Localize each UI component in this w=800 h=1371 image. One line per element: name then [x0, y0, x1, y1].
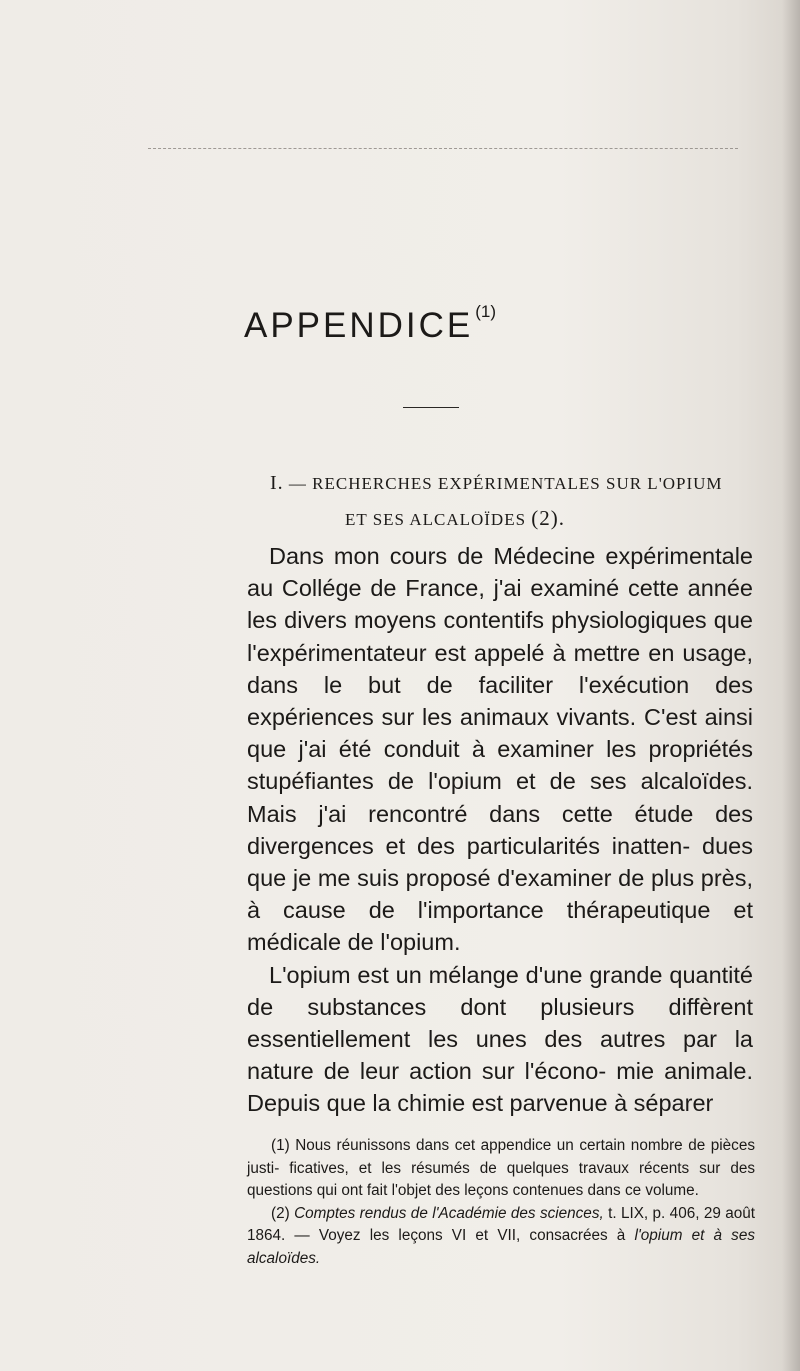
page-edge-shadow [782, 0, 800, 1371]
footnote-2 [247, 1203, 755, 1271]
footnote-2-text: t. LIX, p. 406, 29 août 1864. — Voyez les leçons VI et VII, consacrées à [247, 1204, 755, 1244]
body-text [247, 540, 753, 1120]
footnotes [247, 1135, 755, 1270]
page-title [0, 302, 770, 346]
paragraph: Dans mon cours de Médecine expérimentale au Collége de France, j'ai examiné cette année les divers moyens contentifs physiologiques que l'expérimentateur est appelé à mettre en usage, dans le but de faciliter l'exécution des expériences sur les animaux vivants. C'est ainsi que j'ai été conduit à examiner les propriétés stupéfiantes de l'opium et de ses alcaloïdes. Mais j'ai rencontré dans cette étude des divergences et des particularités inatten- dues que je me suis proposé d'examiner de plus près, à cause de l'importance thérapeutique et médicale de l'opium. [247, 543, 753, 956]
section-heading-line1 [270, 472, 723, 495]
title-divider [403, 407, 459, 408]
section-dash: — [288, 474, 307, 493]
paragraph: L'opium est un mélange d'une grande quantité de substances dont plusieurs diffèrent essentiellement les unes des autres par la nature de leur action sur l'écono- mie animale. Depuis que la chimie est parvenue à séparer [247, 961, 753, 1117]
footnote-2-source: Comptes rendus de l'Académie des sciences, [294, 1204, 604, 1222]
footnote-1: (1) Nous réunissons dans cet appendice un certain nombre de pièces justi- ficatives, et les résumés de quelques travaux récents sur des questions qui ont fait l'objet des leçons contenues dans ce volume. [247, 1137, 755, 1199]
section-number: I. [270, 472, 284, 494]
footnote-2-marker: (2) [271, 1204, 295, 1222]
title-text: APPENDICE [243, 306, 474, 345]
section-title-line1: RECHERCHES EXPÉRIMENTALES SUR L'OPIUM [312, 474, 723, 493]
title-footnote-marker: (1) [475, 302, 497, 321]
section-footnote-ref: (2). [531, 506, 566, 530]
footnote-2-topic: l'opium et à ses alcaloïdes. [247, 1227, 755, 1267]
section-heading-line2 [345, 506, 565, 531]
section-title-line2: ET SES ALCALOÏDES [345, 510, 527, 529]
top-rule [148, 148, 738, 149]
